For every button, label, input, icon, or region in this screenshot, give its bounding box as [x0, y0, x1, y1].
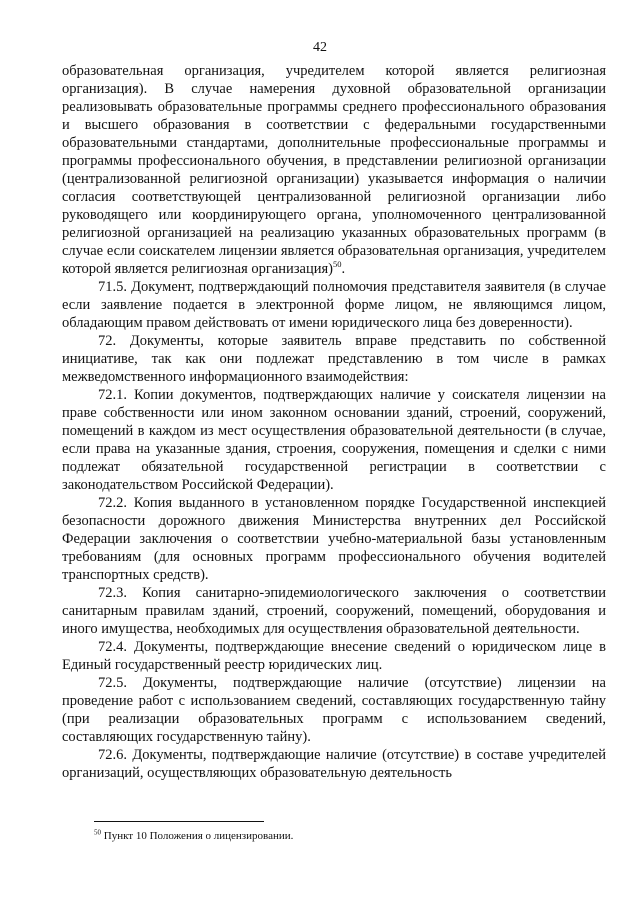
footnote — [94, 830, 606, 843]
paragraph-72-1: 72.1. Копии документов, подтверждающих наличие у соискателя лицензии на праве собственности или ином законном основании зданий, строений, сооружений, помещений в каждом из мест осуществления образовательной деятельности (в случае, если права на указанные здания, строения, сооружения, помещения и сделки с ними подлежат обязательной государственной регистрации в соответствии с законодательством Российской Федерации). — [62, 387, 606, 493]
paragraph-text: образовательная организация, учредителем которой является религиозная организация). В случае намерения духовной образовательной организации реализовывать образовательные программы среднего профессионального образования и высшего образования в соответствии с федеральными государственными образовательными стандартами, дополнительные профессиональные программы и программы профессионального обучения, в представлении религиозной организации (централизованной религиозной организации) указывается информация о наличии согласия соответствующей централизованной религиозной организации либо руководящего или координирующего органа, уполномоченного централизованной религиозной организацией на реализацию указанных образовательных программ (в случае если соискателем лицензии является образовательная организация, учредителем которой является религиозная организация) — [62, 63, 606, 277]
paragraph-71-5: 71.5. Документ, подтверждающий полномочия представителя заявителя (в случае если заявление подается в электронной форме лицом, не являющимся лицом, обладающим правом действовать от имени юридического лица без доверенности). — [62, 279, 606, 331]
paragraph-72-5: 72.5. Документы, подтверждающие наличие (отсутствие) лицензии на проведение работ с использованием сведений, составляющих государственную тайну (при реализации образовательных программ с использованием сведений, составляющих государственную тайну). — [62, 675, 606, 745]
paragraph-end-punctuation: . — [341, 261, 346, 277]
footnote-number: 50 — [94, 828, 101, 837]
footnote-divider — [94, 821, 264, 822]
footnote-text: Пункт 10 Положения о лицензировании. — [103, 830, 294, 842]
footnote-reference[interactable]: 50 — [333, 259, 342, 270]
paragraph-72: 72. Документы, которые заявитель вправе представить по собственной инициативе, так как они подлежат представлению в том числе в рамках межведомственного информационного взаимодействия: — [62, 333, 606, 385]
paragraph-72-4: 72.4. Документы, подтверждающие внесение сведений о юридическом лице в Единый государственный реестр юридических лиц. — [62, 639, 606, 673]
paragraph-continuation — [62, 62, 606, 278]
paragraph-72-2: 72.2. Копия выданного в установленном порядке Государственной инспекцией безопасности дорожного движения Министерства внутренних дел Российской Федерации заключения о соответствии учебно-материальной базы установленным требованиям (для основных программ профессионального обучения водителей транспортных средств). — [62, 495, 606, 583]
paragraph-72-6: 72.6. Документы, подтверждающие наличие (отсутствие) в составе учредителей организаций, осуществляющих образовательную деятельность — [62, 747, 606, 781]
paragraph-72-3: 72.3. Копия санитарно-эпидемиологического заключения о соответствии санитарным правилам зданий, строений, сооружений, помещений, оборудования и иного имущества, необходимых для осуществления образовательной деятельности. — [62, 585, 606, 637]
document-body — [62, 62, 606, 782]
page-number: 42 — [313, 40, 327, 55]
